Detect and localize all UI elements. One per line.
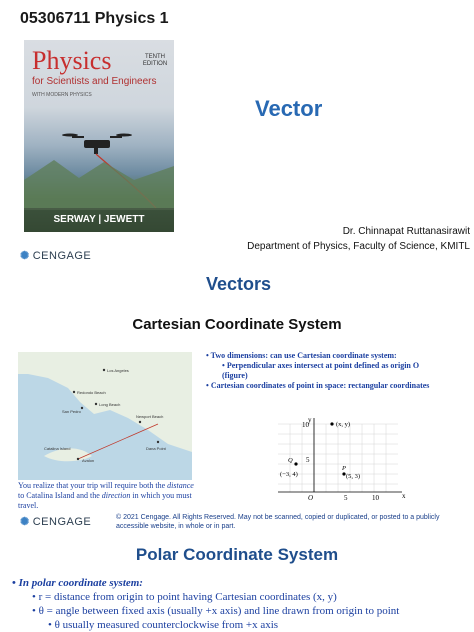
map-label-redondo: Redondo Beach — [77, 390, 106, 395]
cover-edition: TENTH EDITION — [142, 54, 168, 67]
cengage-logo — [20, 249, 91, 262]
author-department: Department of Physics, Faculty of Science, KMITL — [247, 241, 470, 252]
plot-point-q — [294, 462, 297, 465]
course-title: 05306711 Physics 1 — [20, 10, 169, 27]
polar-bullet-r: • r = distance from origin to point having Cartesian coordinates (x, y) — [32, 591, 337, 603]
cover-title: Physics — [32, 46, 112, 75]
polar-bullet-theta: • θ = angle between fixed axis (usually +x axis) and line drawn from origin to point — [32, 605, 400, 617]
x-tick-origin: O — [308, 494, 314, 500]
map-label-long-beach: Long Beach — [99, 402, 121, 407]
slide-title-vectors: Vectors — [206, 274, 272, 294]
plot-label-p: P — [342, 465, 346, 472]
cengage-mark-icon: ✺ — [20, 250, 30, 262]
map-label-san-pedro: San Pedro — [62, 409, 81, 414]
x-axis-label: x — [402, 492, 406, 500]
plot-coord-q: (−3, 4) — [280, 471, 298, 478]
cover-subtitle: for Scientists and Engineers — [32, 76, 157, 87]
cover-authors: SERWAY | JEWETT — [24, 208, 174, 232]
map-drawing — [18, 352, 192, 480]
slide-title-polar: Polar Coordinate System — [135, 545, 339, 564]
y-tick-5: 5 — [306, 456, 310, 464]
map-point-los-angeles — [103, 369, 105, 371]
y-axis-label: y — [308, 416, 312, 424]
bullet-rectangular-coords: • Cartesian coordinates of point in space: rectangular coordinates — [206, 381, 430, 390]
map-label-newport: Newport Beach — [136, 414, 164, 419]
cartesian-plot — [268, 416, 408, 500]
cengage-logo-2 — [20, 515, 91, 528]
x-tick-5: 5 — [344, 494, 348, 500]
cengage-mark-icon: ✺ — [20, 516, 30, 528]
map-label-catalina: Catalina Island — [44, 446, 71, 451]
polar-bullet-ccw: • θ usually measured counterclockwise from +x axis — [48, 619, 279, 631]
cartesian-bullets — [206, 351, 446, 391]
x-tick-10: 10 — [372, 494, 379, 500]
map-caption: You realize that your trip will require both the distance to Catalina Island and the direction in which you must travel. — [18, 481, 194, 510]
plot-label-q: Q — [288, 457, 293, 464]
coastline-map — [18, 352, 192, 480]
textbook-cover — [24, 40, 174, 232]
map-label-dana-point: Dana Point — [146, 446, 166, 451]
plot-point-xy — [330, 422, 333, 425]
y-tick-10: 10 — [302, 421, 309, 429]
drone-mountain-illustration — [24, 100, 174, 210]
map-label-los-angeles: Los Angeles — [107, 368, 129, 373]
author-name: Dr. Chinnapat Ruttanasirawit — [342, 226, 470, 237]
copyright-notice: © 2021 Cengage. All Rights Reserved. May not be scanned, copied or duplicated, or posted to a publicly accessible website, in whole or in part. — [116, 514, 440, 530]
bullet-two-dimensions: • Two dimensions: can use Cartesian coordinate system: — [206, 351, 397, 360]
slide-title-vector: Vector — [255, 96, 323, 121]
cengage-logo-text: CENGAGE — [32, 516, 92, 528]
plot-label-xy: (x, y) — [336, 421, 351, 428]
bullet-perpendicular-axes: • Perpendicular axes intersect at point defined as origin O (figure) — [222, 361, 420, 380]
map-label-avalon: Avalon — [82, 458, 95, 463]
polar-bullets — [12, 576, 472, 632]
author-block — [200, 224, 470, 254]
polar-bullet-intro: • In polar coordinate system: — [12, 577, 143, 589]
slide-subtitle-cartesian: Cartesian Coordinate System — [132, 316, 342, 333]
plot-coord-p: (5, 3) — [346, 473, 361, 480]
cengage-logo-text: CENGAGE — [32, 250, 92, 262]
cover-modern-physics: WITH MODERN PHYSICS — [32, 92, 92, 98]
